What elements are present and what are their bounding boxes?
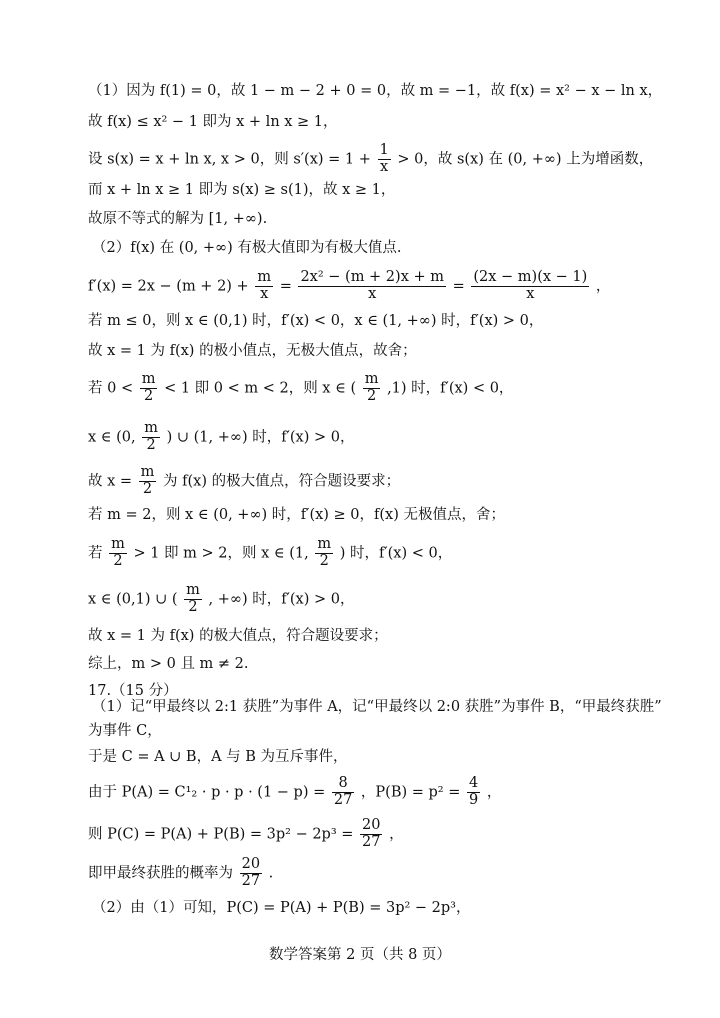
line-text: 即甲最终获胜的概率为 — [88, 865, 233, 882]
numerator: 20 — [362, 817, 381, 833]
text-line — [88, 537, 660, 570]
numerator: 4 — [468, 775, 479, 791]
numerator: 2x² − (m + 2)x + m — [300, 269, 444, 285]
line-text: 故 f(x) ≤ x² − 1 即为 x + ln x ≥ 1， — [88, 114, 338, 130]
line-text: f′(x) = 2x − (m + 2) + — [88, 278, 249, 295]
line-text: （2）f(x) 在 (0, +∞) 有极大值即为有极大值点. — [92, 240, 402, 256]
fraction — [109, 537, 127, 570]
fraction — [184, 583, 202, 616]
denominator: 2 — [319, 552, 329, 569]
denominator: 9 — [468, 791, 479, 808]
text-line — [88, 80, 663, 102]
text-line — [88, 465, 660, 498]
question-number: 17.（15 分） — [88, 683, 178, 699]
numerator: m — [141, 371, 156, 387]
denominator: 27 — [333, 791, 353, 808]
line-text: 故 x = 1 为 f(x) 的极大值点，符合题设要求； — [88, 628, 388, 644]
text-line — [88, 653, 660, 675]
text-line — [88, 208, 660, 230]
denominator: 2 — [366, 387, 377, 404]
numerator: m — [257, 269, 272, 285]
numerator: m — [144, 420, 158, 436]
line-text: ,1) 时，f′(x) < 0， — [387, 380, 514, 397]
text-line — [88, 746, 660, 768]
numerator: m — [186, 582, 200, 598]
line-text: = — [279, 278, 292, 295]
text-line — [88, 857, 660, 890]
line-text: ， — [595, 278, 611, 295]
line-text: ， — [486, 784, 502, 801]
fraction — [140, 372, 158, 405]
denominator: 2 — [188, 598, 198, 615]
text-line — [88, 111, 660, 133]
line-text: 故 x = — [88, 473, 133, 490]
line-text: 若 0 < — [88, 380, 134, 397]
denominator: x — [368, 285, 377, 302]
text-line — [88, 818, 660, 851]
fraction — [360, 818, 382, 851]
line-text: 设 s(x) = x + ln x, x > 0，则 s′(x) = 1 + — [88, 151, 371, 168]
line-text: 则 P(C) = P(A) + P(B) = 3p² − 2p³ = — [88, 826, 354, 843]
text-line — [92, 696, 660, 718]
numerator: m — [140, 464, 155, 480]
text-line — [88, 583, 660, 616]
text-line — [88, 504, 660, 526]
numerator: m — [317, 536, 332, 552]
line-text: （2）由（1）可知，P(C) = P(A) + P(B) = 3p² − 2p³， — [92, 900, 471, 916]
fraction — [378, 143, 391, 176]
numerator: (2x − m)(x − 1) — [473, 269, 588, 285]
line-text: 若 m = 2，则 x ∈ (0, +∞) 时，f′(x) ≥ 0，f(x) 无极值点，舍； — [88, 507, 505, 523]
text-line — [88, 179, 660, 201]
text-line — [88, 372, 660, 405]
line-text: 于是 C = A ∪ B，A 与 B 为互斥事件， — [88, 749, 348, 765]
fraction — [142, 421, 160, 454]
line-text: > 1 即 m > 2，则 x ∈ (1, — [133, 545, 309, 562]
numerator: 8 — [332, 776, 354, 793]
numerator: 1 — [379, 142, 389, 158]
text-line — [88, 143, 660, 176]
denominator: x — [260, 285, 269, 302]
denominator: 27 — [241, 872, 261, 889]
fraction — [471, 270, 589, 303]
line-text: < 1 即 0 < m < 2，则 x ∈ ( — [164, 380, 357, 397]
denominator: 2 — [113, 552, 123, 569]
text-line — [88, 421, 660, 454]
numerator: 20 — [241, 856, 261, 872]
line-text: 为事件 C， — [88, 723, 162, 739]
line-text: 为 f(x) 的极大值点，符合题设要求； — [163, 473, 401, 490]
fraction — [315, 537, 333, 570]
text-line — [92, 237, 660, 259]
line-text: 由于 P(A) = C¹₂ · p · p · (1 − p) = — [88, 784, 326, 801]
denominator: 2 — [146, 436, 156, 453]
denominator: 2 — [143, 387, 154, 404]
denominator: x — [526, 285, 535, 302]
text-line — [88, 270, 660, 303]
line-text: ，P(B) = p² = — [360, 784, 461, 801]
line-text: > 0，故 s(x) 在 (0, +∞) 上为增函数， — [397, 151, 654, 168]
line-text: ， — [389, 826, 404, 843]
line-text: （1）记“甲最终以 2:1 获胜”为事件 A，记“甲最终以 2:0 获胜”为事件 B，“甲最终获胜” — [92, 699, 662, 715]
text-line — [88, 720, 660, 742]
denominator: 2 — [142, 480, 153, 497]
fraction — [467, 776, 480, 809]
fraction — [332, 776, 354, 809]
text-line — [92, 897, 660, 919]
line-text: x ∈ (0,1) ∪ ( — [88, 591, 178, 608]
fraction — [139, 465, 157, 498]
text-line — [88, 340, 660, 362]
text-line — [88, 625, 660, 647]
line-text: . — [268, 865, 274, 882]
line-text: 综上，m > 0 且 m ≠ 2. — [88, 656, 249, 672]
line-text: 若 m ≤ 0，则 x ∈ (0,1) 时，f′(x) < 0，x ∈ (1, +∞) 时，f′(x) > 0， — [88, 313, 544, 329]
fraction — [363, 372, 381, 405]
line-text: ) ∪ (1, +∞) 时，f′(x) > 0， — [166, 429, 355, 446]
denominator: 27 — [362, 833, 381, 850]
page-footer: 数学答案第 2 页（共 8 页） — [269, 947, 451, 963]
line-text: 若 — [88, 545, 103, 562]
line-text: 而 x + ln x ≥ 1 即为 s(x) ≥ s(1)，故 x ≥ 1， — [88, 182, 396, 198]
numerator: m — [364, 371, 379, 387]
line-text: ) 时，f′(x) < 0， — [339, 545, 453, 562]
line-text: x ∈ (0, — [88, 429, 136, 446]
fraction — [240, 857, 262, 890]
numerator: m — [111, 536, 125, 552]
text-line — [88, 310, 660, 332]
fraction — [255, 270, 273, 303]
line-text: , +∞) 时，f′(x) > 0， — [208, 591, 355, 608]
fraction — [298, 270, 446, 303]
line-text: 故原不等式的解为 [1, +∞). — [88, 211, 268, 227]
text-line — [88, 776, 660, 809]
line-text: 故 x = 1 为 f(x) 的极小值点，无极大值点，故舍； — [88, 343, 417, 359]
denominator: x — [380, 158, 389, 175]
line-text: = — [452, 278, 465, 295]
line-text: （1）因为 f(1) = 0，故 1 − m − 2 + 0 = 0，故 m = −1，故 f(x) = x² − x − ln x， — [88, 83, 663, 99]
